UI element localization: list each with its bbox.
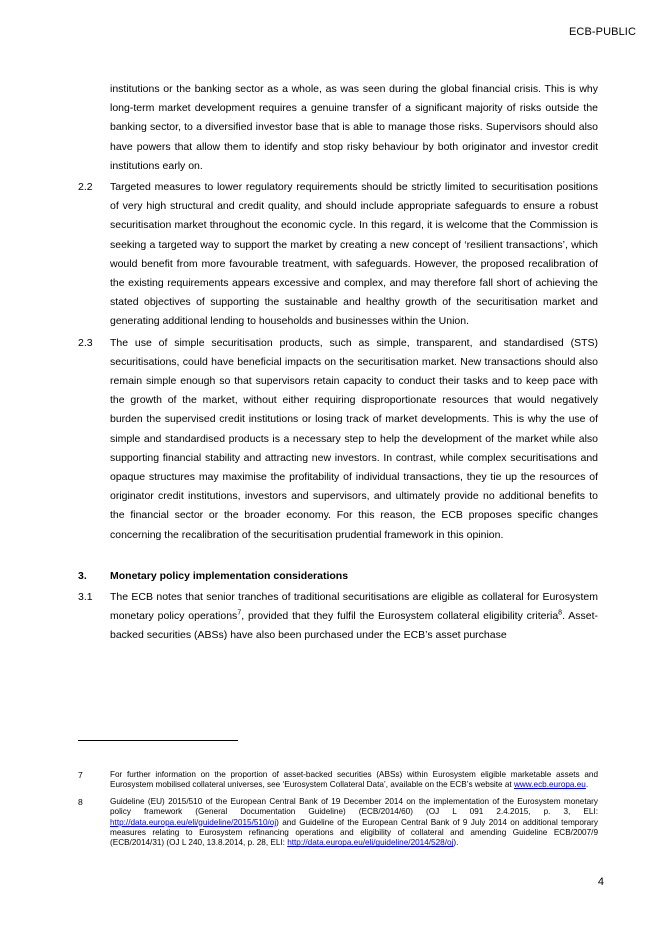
document-body bbox=[78, 80, 598, 646]
footnote-number: 7 bbox=[78, 770, 83, 780]
paragraph-text-part: . Asset-backed securities (ABSs) have also been purchased under the ECB’s asset purchase bbox=[110, 610, 598, 642]
paragraph-text bbox=[110, 588, 598, 646]
section-title: Monetary policy implementation considerations bbox=[110, 569, 349, 582]
paragraph-3-1 bbox=[78, 588, 598, 646]
footnote-text-part: Guideline (EU) 2015/510 of the European Central Bank of 19 December 2014 on the implementation of the Eurosystem monetary policy framework (General Documentation Guideline) (ECB/2014/60) (OJ L 091 2.4.2015, p. 3, ELI: bbox=[110, 796, 598, 817]
paragraph-number: 2.3 bbox=[78, 336, 93, 349]
footnote-ref-7[interactable]: 7 bbox=[237, 609, 242, 617]
classification-label: ECB-PUBLIC bbox=[568, 26, 636, 38]
paragraph-number: 3.1 bbox=[78, 591, 93, 604]
footnote-8 bbox=[78, 797, 598, 849]
ecb-website-link[interactable]: www.ecb.europa.eu bbox=[513, 780, 586, 790]
paragraph-text: The use of simple securitisation products, such as simple, transparent, and standardised (STS) securitisations, could have beneficial impacts on the securitisation market. New transactions should also remain simple enough so that supervisors retain capacity to conduct their tasks and to keep pace with the growth of the market, without either requiring disproportionate resources that would negatively burden the supervised credit institutions or losing track of market developments. This is why the use of simple and standardised products is a necessary step to help the development of the market while also supporting financial stability and attracting new investors. In contrast, while complex securitisations and opaque structures may maximise the profitability of individual transactions, they tie up the resources of originator credit institutions, investors and supervisors, and ultimately provide no additional benefits to the financial sector or the broader economy. For this reason, the ECB proposes specific changes concerning the recalibration of the securitisation prudential framework in this opinion. bbox=[110, 336, 598, 541]
footnote-7 bbox=[78, 770, 598, 791]
footnote-number: 8 bbox=[78, 796, 83, 807]
paragraph-text: Targeted measures to lower regulatory requirements should be strictly limited to securitisation positions of very high structural and credit quality, and should include appropriate safeguards to ensure a robust securitisation market throughout the economic cycle. In this regard, it is welcome that the Commission is seeking a targeted way to support the market by creating a new concept of ‘resilient transactions’, which would benefit from more favourable treatment, with safeguards. However, the proposed recalibration of the existing requirements appears excessive and complex, and may therefore fall short of achieving the stated objectives of supporting the sustainable and healthy growth of the securitisation market and generating additional lending to households and businesses within the Union. bbox=[110, 181, 598, 328]
paragraph-2-3 bbox=[78, 334, 598, 545]
guideline-2015-510-link[interactable]: http://data.europa.eu/eli/guideline/2015/510/oj bbox=[110, 817, 277, 827]
footnote-text bbox=[110, 797, 598, 849]
page-number: 4 bbox=[597, 876, 604, 888]
footnotes bbox=[78, 770, 598, 855]
footnote-text-part: For further information on the proportion of asset-backed securities (ABSs) within Eurosystem eligible marketable assets and Eurosystem mobilised collateral universes, see ‘Eurosystem Collateral Data’, available on the ECB’s website at bbox=[110, 770, 598, 790]
footnote-text bbox=[110, 770, 598, 791]
footnote-divider bbox=[78, 740, 238, 741]
footnote-text-end: . bbox=[585, 780, 589, 790]
footnote-ref-8[interactable]: 8 bbox=[558, 609, 563, 617]
footnote-text-part: ) and Guideline of the European Central Bank of 9 July 2014 on additional temporary measures relating to Eurosystem refinancing operations and eligibility of collateral and amending Guideline ECB/2007/9 (ECB/2014/31) (OJ L 240, 13.8.2014, p. 28, ELI: bbox=[110, 817, 598, 848]
paragraph-text-part: , provided that they fulfil the Eurosystem collateral eligibility criteria bbox=[241, 610, 559, 623]
paragraph-text-part: The ECB notes that senior tranches of traditional securitisations are eligible as collateral for Eurosystem monetary policy operations bbox=[110, 591, 598, 623]
paragraph-continuation: institutions or the banking sector as a whole, as was seen during the global financial crisis. This is why long-term market development requires a genuine transfer of a significant majority of risks outside the banking sector, to a diversified investor base that is able to manage those risks. Supervisors should also have powers that allow them to identify and stop risky behaviour by both originator and investor credit institutions early on. bbox=[110, 83, 598, 172]
section-number: 3. bbox=[78, 569, 87, 582]
paragraph-2-2 bbox=[78, 178, 598, 332]
guideline-2014-528-link[interactable]: http://data.europa.eu/eli/guideline/2014/528/oj bbox=[287, 838, 454, 848]
footnote-text-end: ). bbox=[453, 838, 459, 848]
paragraph-number: 2.2 bbox=[78, 181, 93, 194]
section-heading bbox=[78, 567, 598, 586]
